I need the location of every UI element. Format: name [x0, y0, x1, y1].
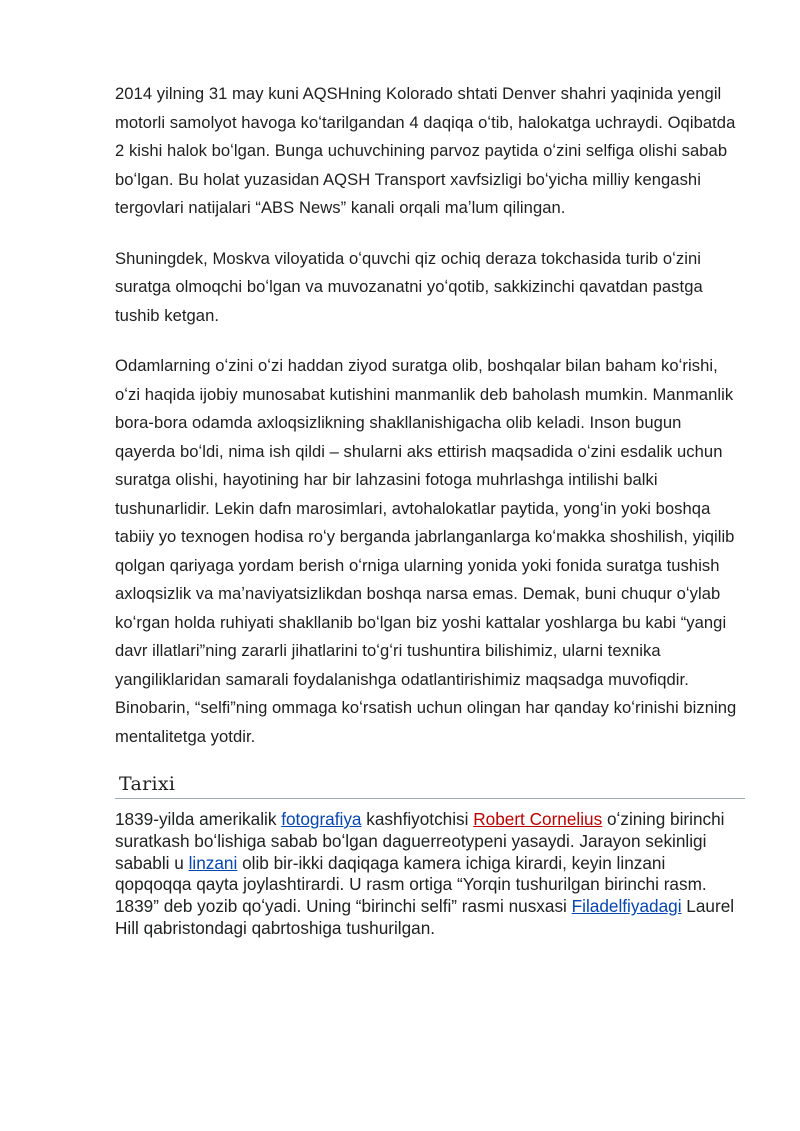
link-robert-cornelius[interactable]: Robert Cornelius — [473, 809, 603, 829]
link-filadelfiyadagi[interactable]: Filadelfiyadagi — [571, 896, 682, 917]
history-text-5: Laurel Hill qabristondagi qabrtoshiga tushurilgan. — [115, 896, 735, 938]
history-text-2: kashfiyotchisi — [361, 809, 474, 829]
history-text-1: 1839-yilda amerikalik — [115, 809, 282, 829]
document-page — [115, 80, 745, 940]
link-linzani[interactable]: linzani — [188, 852, 238, 873]
history-text-3: oʻzining birinchi suratkash boʻlishiga sabab boʻlgan daguerreotypeni yasaydi. Jarayon sekinligi sababli u — [115, 809, 725, 873]
paragraph-moscow-incident: Shuningdek, Moskva viloyatida oʻquvchi qiz ochiq deraza tokchasida turib oʻzini suratga olmoqchi boʻlgan va muvozanatni yoʻqotib, sakkizinchi qavatdan pastga tushib ketgan. — [115, 248, 703, 325]
link-fotografiya[interactable]: fotografiya — [281, 809, 362, 829]
section-heading-history: Tarixi — [115, 773, 745, 799]
history-text-4: olib bir-ikki daqiqaga kamera ichiga kirardi, keyin linzani qopqoqqa qayta joylashtirardi. U rasm ortiga “Yorqin tushurilgan birinchi rasm. 1839” deb yozib qoʻyadi. Uning “birinchi selfi” rasmi nusxasi — [115, 852, 707, 917]
paragraph-selfie-ethics: Odamlarning oʻzini oʻzi haddan ziyod suratga olib, boshqalar bilan baham koʻrishi, oʻzi haqida ijobiy munosabat kutishini manmanlik deb baholash mumkin. Manmanlik bora-bora odamda axloqsizlikning shakllanishigacha olib keladi. Inson bugun qayerda boʻldi, nima ish qildi – shularni aks ettirish maqsadida oʻzini esdalik uchun suratga olishi, hayotining har bir lahzasini fotoga muhrlashga intilishi balki tushunarlidir. Lekin dafn marosimlari, avtohalokatlar paytida, yongʻin yoki boshqa tabiiy yo texnogen hodisa roʻy berganda jabrlanganlarga koʻmakka shoshilish, yiqilib qolgan qariyaga yordam berish oʻrniga ularning yonida yoki fonida suratga tushish axloqsizlik va maʼnaviyatsizlikdan boshqa narsa emas. Demak, buni chuqur oʻylab koʻrgan holda ruhiyati shakllanib boʻlgan biz yoshi kattalar yoshlarga bu kabi “yangi davr illatlari”ning zararli jihatlarini toʻgʻri tushuntira bilishimiz, ularni texnika yangiliklaridan samarali foydalanishga odatlantirishimiz maqsadga muvofiqdir. Binobarin, “selfi”ning ommaga koʻrsatish uchun olingan har qanday koʻrinishi bizning mentalitetga yotdir. — [115, 356, 737, 746]
paragraph-plane-crash: 2014 yilning 31 may kuni AQSHning Kolorado shtati Denver shahri yaqinida yengil motorli samolyot havoga koʻtarilgandan 4 daqiqa oʻtib, halokatga uchraydi. Oqibatda 2 kishi halok boʻlgan. Bunga uchuvchining parvoz paytida oʻzini selfiga olishi sabab boʻlgan. Bu holat yuzasidan AQSH Transport xavfsizligi boʻyicha milliy kengashi tergovlari natijalari “ABS News” kanali orqali maʼlum qilingan. — [115, 84, 736, 217]
history-paragraph — [115, 809, 745, 940]
